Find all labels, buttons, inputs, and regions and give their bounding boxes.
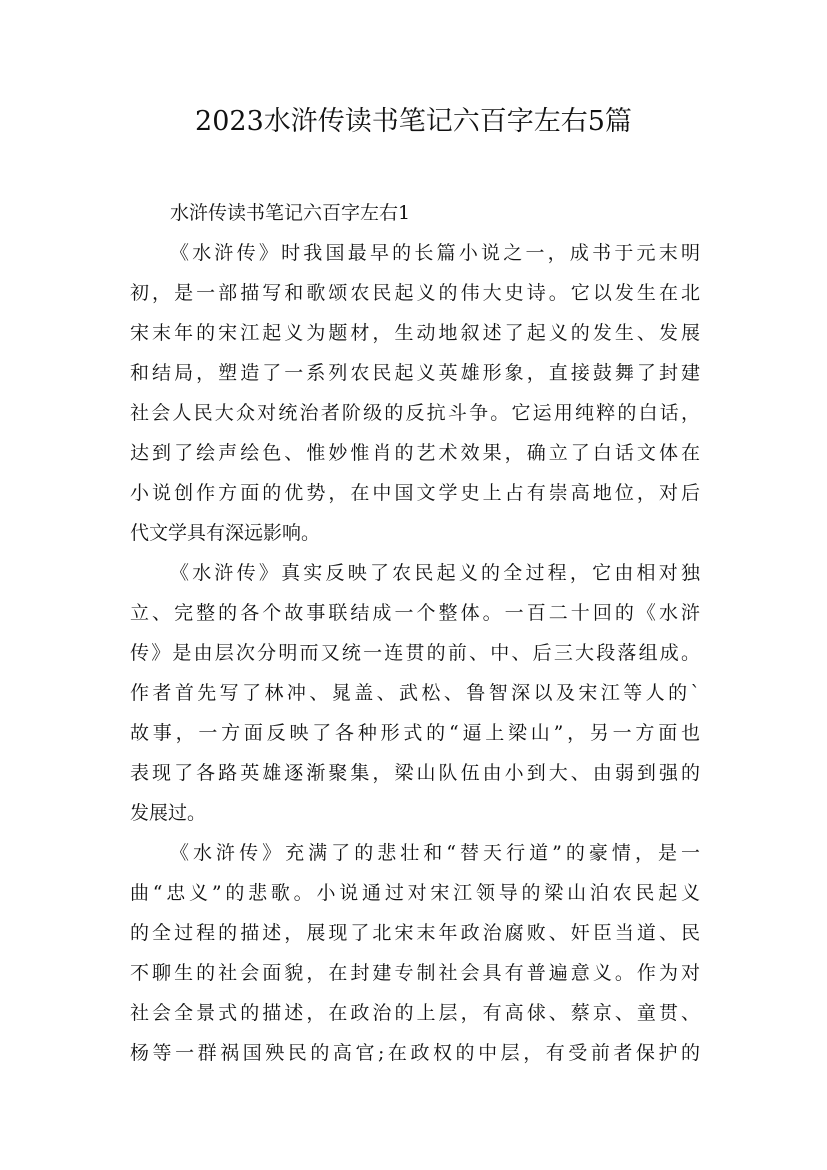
paragraph-1 (130, 233, 700, 553)
text-line: 达到了绘声绘色、惟妙惟肖的艺术效果，确立了白话文体在 (130, 442, 700, 464)
section-heading: 水浒传读书笔记六百字左右1 (170, 202, 411, 224)
document-title: 2023水浒传读书笔记六百字左右5篇 (195, 106, 632, 137)
text-line: 和结局，塑造了一系列农民起义英雄形象，直接鼓舞了封建 (130, 362, 700, 384)
text-line: 的全过程的描述，展现了北宋末年政治腐败、奸臣当道、民 (130, 922, 700, 944)
text-line: 社会人民大众对统治者阶级的反抗斗争。它运用纯粹的白话， (130, 402, 700, 424)
text-line: 曲“忠义”的悲歌。小说通过对宋江领导的梁山泊农民起义 (130, 882, 700, 904)
text-line: 代文学具有深远影响。 (130, 522, 321, 544)
text-line: 《水浒传》时我国最早的长篇小说之一，成书于元末明 (170, 242, 700, 264)
text-line: 初，是一部描写和歌颂农民起义的伟大史诗。它以发生在北 (130, 282, 700, 304)
text-line: 不聊生的社会面貌，在封建专制社会具有普遍意义。作为对 (130, 962, 700, 984)
text-line: 社会全景式的描述，在政治的上层，有高俅、蔡京、童贯、 (130, 1002, 700, 1024)
text-line: 《水浒传》充满了的悲壮和“替天行道”的豪情，是一 (170, 842, 700, 864)
text-line: 发展过。 (130, 802, 207, 824)
paragraph-2 (130, 553, 700, 833)
text-line: 作者首先写了林冲、晁盖、武松、鲁智深以及宋江等人的` (130, 682, 700, 704)
document-body (130, 193, 700, 1073)
text-line: 立、完整的各个故事联结成一个整体。一百二十回的《水浒 (130, 602, 700, 624)
text-line: 《水浒传》真实反映了农民起义的全过程，它由相对独 (170, 562, 700, 584)
paragraph-3 (130, 833, 700, 1073)
text-line: 宋末年的宋江起义为题材，生动地叙述了起义的发生、发展 (130, 322, 700, 344)
text-line: 小说创作方面的优势，在中国文学史上占有崇高地位，对后 (130, 482, 700, 504)
text-line: 传》是由层次分明而又统一连贯的前、中、后三大段落组成。 (130, 642, 700, 664)
text-line: 表现了各路英雄逐渐聚集，梁山队伍由小到大、由弱到强的 (130, 762, 700, 784)
text-line: 故事，一方面反映了各种形式的“逼上梁山”，另一方面也 (130, 722, 700, 744)
text-line: 杨等一群祸国殃民的高官;在政权的中层，有受前者保护的 (130, 1042, 700, 1064)
